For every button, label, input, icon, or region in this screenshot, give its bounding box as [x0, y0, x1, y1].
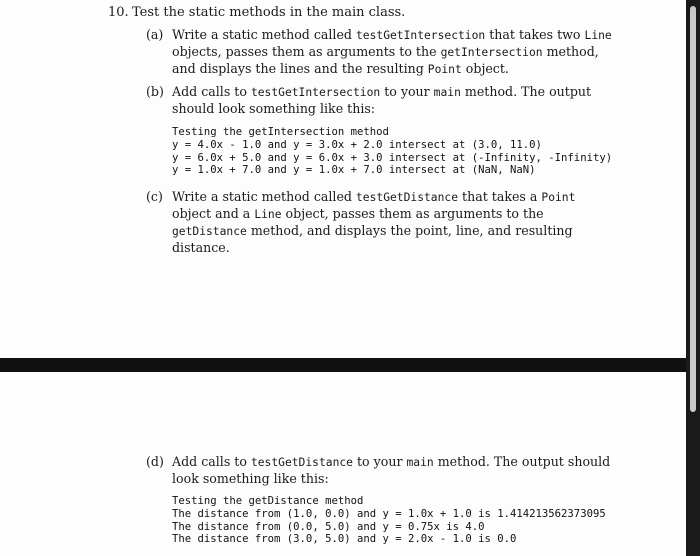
part-c-label: (c)	[146, 189, 163, 204]
distance-output	[172, 495, 606, 546]
code-line: y = 1.0x + 7.0 and y = 1.0x + 7.0 intersect at (NaN, NaN)	[172, 164, 536, 177]
part-c	[146, 189, 626, 255]
code-line: Testing the getDistance method	[172, 495, 364, 507]
part-b-label: (b)	[146, 84, 164, 99]
problem-number: 10.	[108, 5, 129, 20]
code-line: The distance from (3.0, 5.0) and y = 2.0x - 1.0 is 0.0	[172, 533, 517, 546]
problem-heading	[108, 5, 405, 20]
page-bottom	[0, 372, 686, 556]
code-line: The distance from (1.0, 0.0) and y = 1.0x + 1.0 is 1.414213562373095	[172, 507, 606, 520]
part-a-label: (a)	[146, 27, 164, 42]
code-line: Testing the getIntersection method	[172, 126, 389, 138]
part-d-text: Add calls to testGetDistance to your main method. The output should look something like this:	[172, 454, 611, 486]
problem-title: Test the static methods in the main class.	[132, 5, 406, 20]
part-d-label: (d)	[146, 454, 164, 469]
code-line: y = 6.0x + 5.0 and y = 6.0x + 3.0 intersect at (-Infinity, -Infinity)	[172, 151, 613, 164]
scrollbar-thumb[interactable]	[690, 6, 696, 412]
part-a-text: Write a static method called testGetIntersection that takes two Line objects, passes them as arguments to the getIntersection method, and displays the lines and the resulting Point object.	[172, 27, 612, 76]
intersection-output	[172, 126, 612, 177]
code-line: y = 4.0x - 1.0 and y = 3.0x + 2.0 intersect at (3.0, 11.0)	[172, 138, 542, 151]
code-line: The distance from (0.0, 5.0) and y = 0.75x is 4.0	[172, 520, 485, 533]
part-c-text: Write a static method called testGetDistance that takes a Point object and a Line object, passes them as arguments to the getDistance method, and displays the point, line, and resulting distance.	[172, 189, 576, 255]
part-d	[146, 454, 626, 486]
part-b-text: Add calls to testGetIntersection to your main method. The output should look something like this:	[172, 84, 592, 116]
part-a	[146, 27, 626, 75]
part-b	[146, 84, 626, 116]
vertical-scrollbar[interactable]	[686, 0, 700, 556]
